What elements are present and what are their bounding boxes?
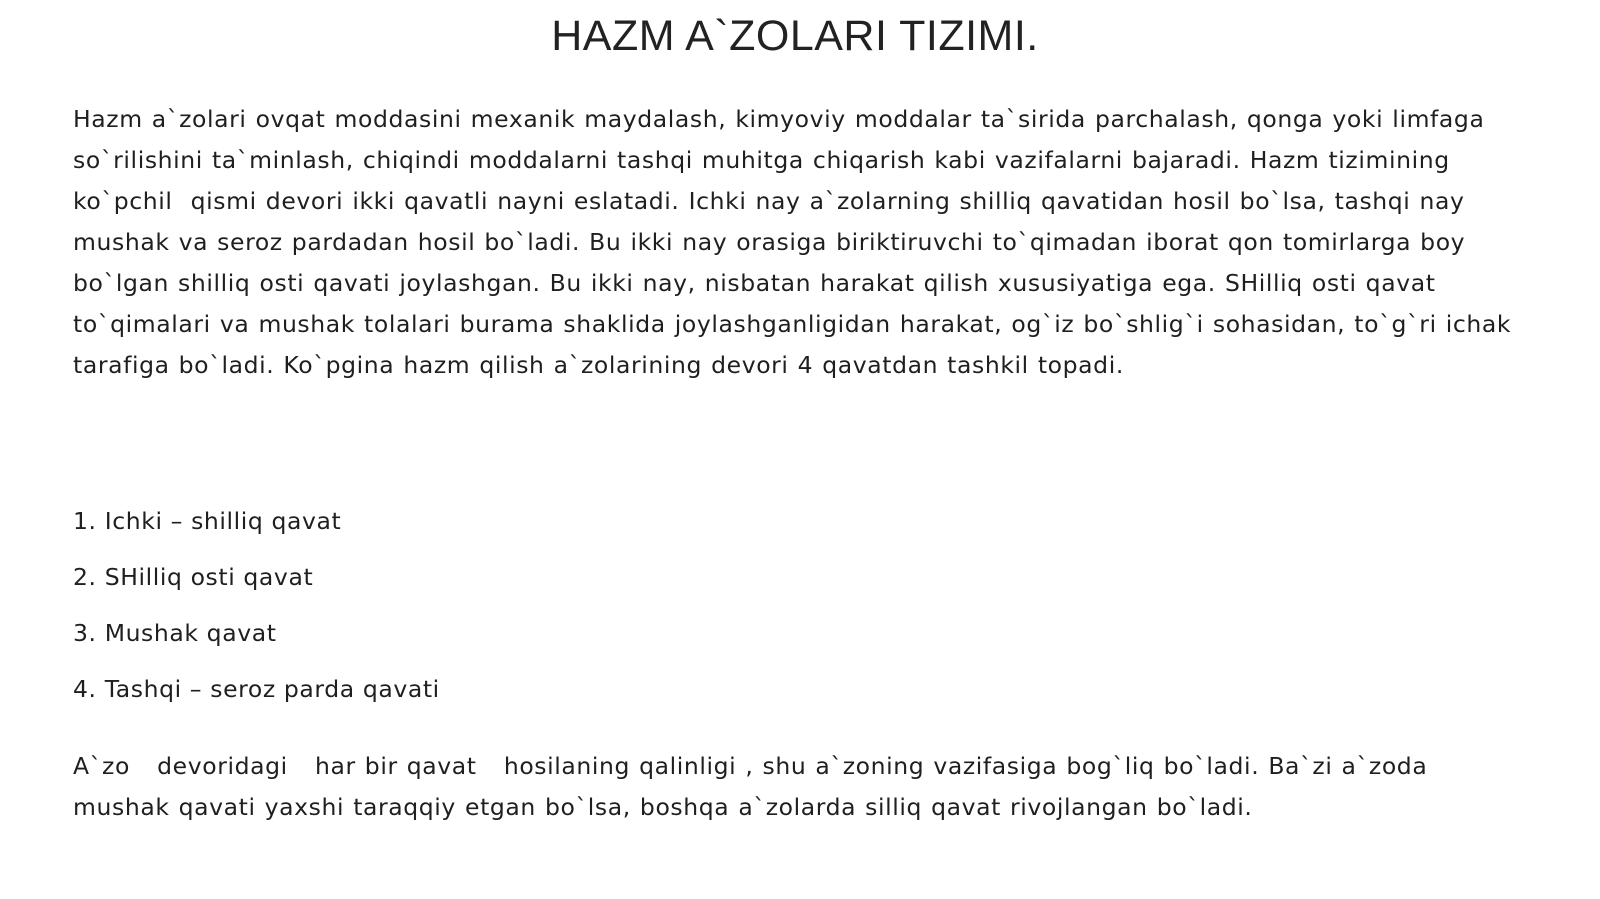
wall-layers-list [73,507,440,731]
list-item: 3. Mushak qavat [73,619,277,647]
list-item: 2. SHilliq osti qavat [73,563,314,591]
intro-paragraph: Hazm a`zolari ovqat moddasini mexanik maydalash, kimyoviy moddalar ta`sirida parchalash, qonga yoki limfaga so`rilishini ta`minlash, chiqindi moddalarni tashqi muhitga chiqarish kabi vazifalarni bajaradi. Hazm tizimining ko`pchil qismi devori ikki qavatli nayni eslatadi. Ichki nay a`zolarning shilliq qavatidan hosil bo`lsa, tashqi nay mushak va seroz pardadan hosil bo`ladi. Bu ikki nay orasiga biriktiruvchi to`qimadan iborat qon tomirlarga boy bo`lgan shilliq osti qavati joylashgan. Bu ikki nay, nisbatan harakat qilish xususiyatiga ega. SHilliq osti qavat to`qimalari va mushak tolalari burama shaklida joylashganligidan harakat, og`iz bo`shlig`i sohasidan, to`g`ri ichak tarafiga bo`ladi. Ko`pgina hazm qilish a`zolarining devori 4 qavatdan tashkil topadi. [73,105,1521,379]
list-item: 1. Ichki – shilliq qavat [73,507,342,535]
list-item: 4. Tashqi – seroz parda qavati [73,675,440,703]
closing-paragraph: A`zo devoridagi har bir qavat hosilaning qalinligi , shu a`zoning vazifasiga bog`liq bo`ladi. Ba`zi a`zoda mushak qavati yaxshi taraqqiy etgan bo`lsa, boshqa a`zolarda silliq qavat rivojlangan bo`ladi. [73,752,1437,821]
document-title: HAZM A`ZOLARI TIZIMI. [551,12,1039,60]
